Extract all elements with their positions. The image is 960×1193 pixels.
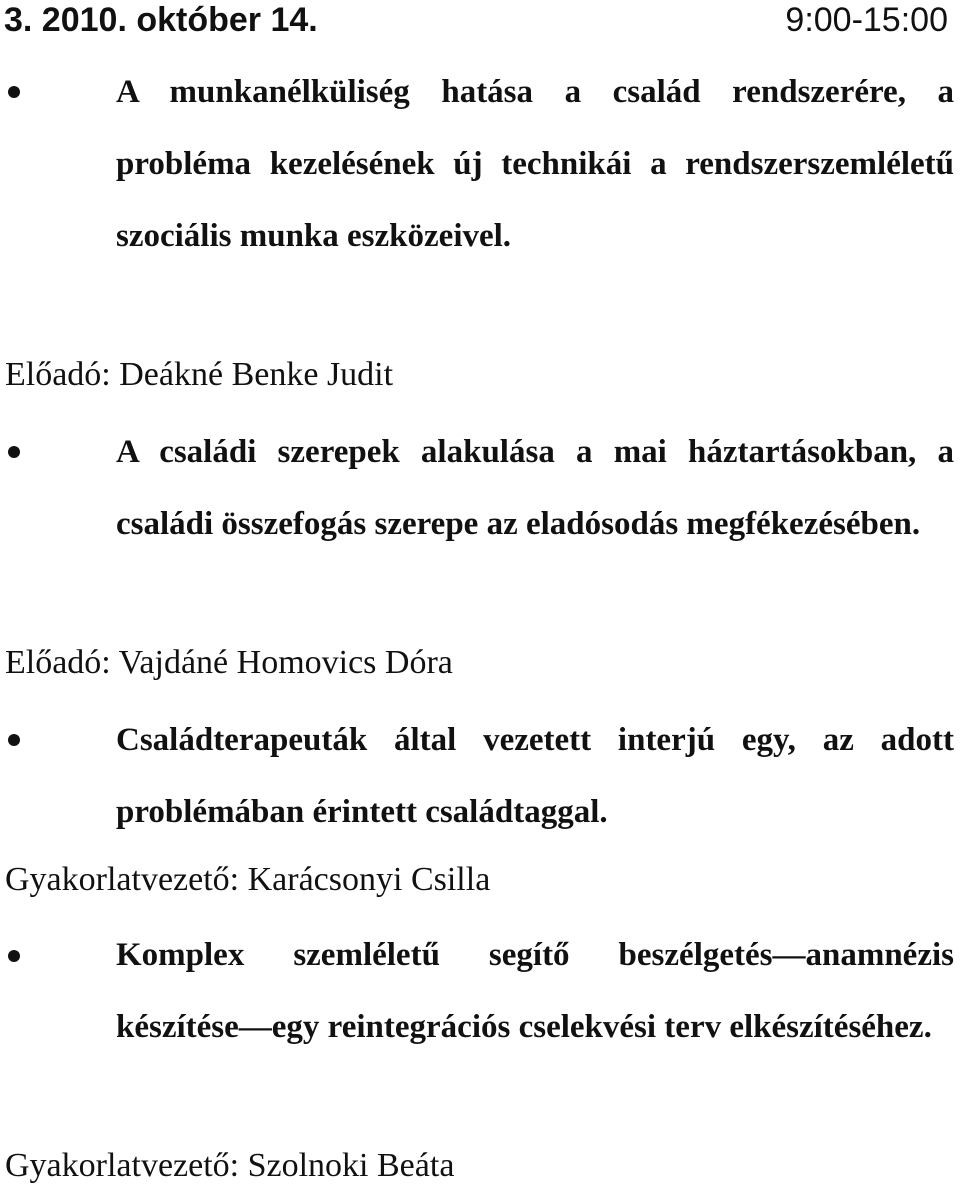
session-topic-3: Családterapeuták által vezetett interjú egy, az adott problémában érintett családtaggal. bbox=[116, 722, 954, 830]
session-topic-4: Komplex szemléletű segítő beszélgetés—anamnézis készítése—egy reintegrációs cselekvési terv elkészítéséhez. bbox=[116, 937, 954, 1045]
session-presenter-3: Gyakorlatvezető: Karácsonyi Csilla bbox=[5, 861, 491, 898]
bullet-icon bbox=[8, 86, 20, 98]
session-presenter-4: Gyakorlatvezető: Szolnoki Beáta bbox=[5, 1147, 455, 1184]
bullet-icon bbox=[8, 950, 20, 962]
session-presenter-2: Előadó: Vajdáné Homovics Dóra bbox=[5, 644, 453, 681]
session-header bbox=[0, 0, 960, 40]
session-presenter-1: Előadó: Deákné Benke Judit bbox=[5, 356, 394, 393]
session-topic-2: A családi szerepek alakulása a mai háztartásokban, a családi összefogás szerepe az eladósodás megfékezésében. bbox=[116, 434, 954, 542]
bullet-icon bbox=[8, 734, 20, 746]
session-topic-1: A munkanélküliség hatása a család rendszerére, a probléma kezelésének új technikái a rendszerszemléletű szociális munka eszközeivel. bbox=[116, 74, 954, 254]
bullet-icon bbox=[8, 446, 20, 458]
session-time: 9:00-15:00 bbox=[785, 1, 948, 39]
session-date: 3. 2010. október 14. bbox=[4, 1, 318, 39]
